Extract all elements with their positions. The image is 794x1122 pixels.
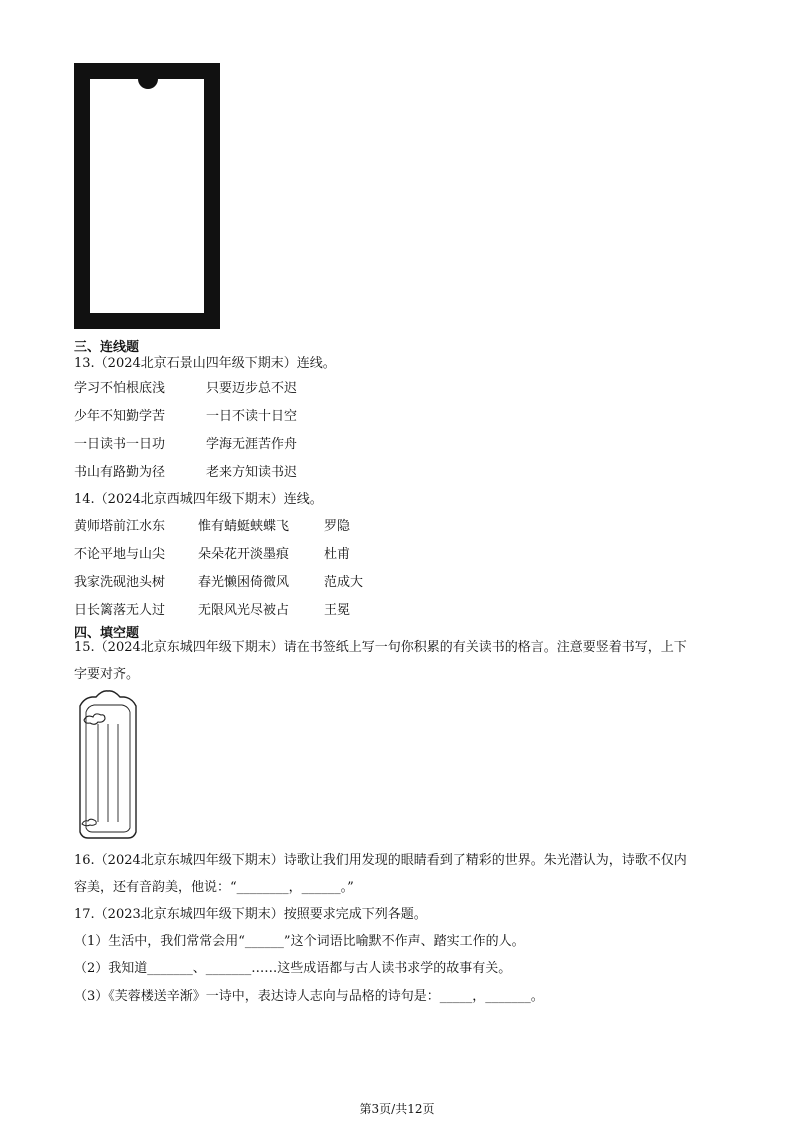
bookmark-figure [76,690,140,842]
q13-right-item: 学海无涯苦作舟 [206,437,298,452]
q13-left-item: 学习不怕根底浅 [74,381,166,396]
q13-right-item: 一日不读十日空 [206,409,298,424]
q13-stem: 13.（2024北京石景山四年级下期末）连线。 [74,356,336,371]
q14-col3-item: 范成大 [324,575,364,590]
q14-col1-item: 黄师塔前江水东 [74,519,166,534]
q14-col3-item: 罗隐 [324,519,351,534]
q14-col3-item: 杜甫 [324,547,351,562]
q13-right-item: 老来方知读书迟 [206,465,298,480]
q16-text-line1: 16.（2024北京东城四年级下期末）诗歌让我们用发现的眼睛看到了精彩的世界。朱光潜认为，诗歌不仅内 [74,853,687,868]
page-number: 第3页/共12页 [359,1102,435,1116]
q14-col1-item: 我家洗砚池头树 [74,575,166,590]
q14-col1-item: 不论平地与山尖 [74,547,166,562]
q13-right-item: 只要迈步总不迟 [206,381,298,396]
q13-left-item: 少年不知勤学苦 [74,409,166,424]
q17-part1: （1）生活中，我们常常会用“______”这个词语比喻默不作声、踏实工作的人。 [74,934,525,949]
cloud-ornament-small-icon [82,819,96,826]
section-three-title: 三、连线题 [74,340,140,355]
q14-stem: 14.（2024北京西城四年级下期末）连线。 [74,492,323,507]
q14-col1-item: 日长篱落无人过 [74,603,166,618]
q14-col2-item: 惟有蜻蜓蛱蝶飞 [198,519,290,534]
q15-text-line2: 字要对齐。 [74,667,140,682]
bookmark-frame-figure [74,63,222,331]
q17-part3: （3）《芙蓉楼送辛渐》一诗中，表达诗人志向与品格的诗句是：_____，_______。 [74,989,544,1004]
section-four-title: 四、填空题 [74,626,140,641]
q15-text-line1: 15.（2024北京东城四年级下期末）请在书签纸上写一句你积累的有关读书的格言。注意要竖着书写，上下 [74,640,687,655]
q14-col2-item: 春光懒困倚微风 [198,575,290,590]
q14-col2-item: 朵朵花开淡墨痕 [198,547,290,562]
bookmark-frame-outline [74,63,220,329]
q17-part2: （2）我知道_______、_______……这些成语都与古人读书求学的故事有关。 [74,961,512,976]
q14-col3-item: 王冕 [324,603,351,618]
q14-col2-item: 无限风光尽被占 [198,603,290,618]
q17-stem: 17.（2023北京东城四年级下期末）按照要求完成下列各题。 [74,907,427,922]
q16-text-line2: 容美，还有音韵美，他说：“________，______。” [74,880,354,895]
cloud-ornament-icon [84,714,105,724]
q13-left-item: 一日读书一日功 [74,437,166,452]
q13-left-item: 书山有路勤为径 [74,465,166,480]
